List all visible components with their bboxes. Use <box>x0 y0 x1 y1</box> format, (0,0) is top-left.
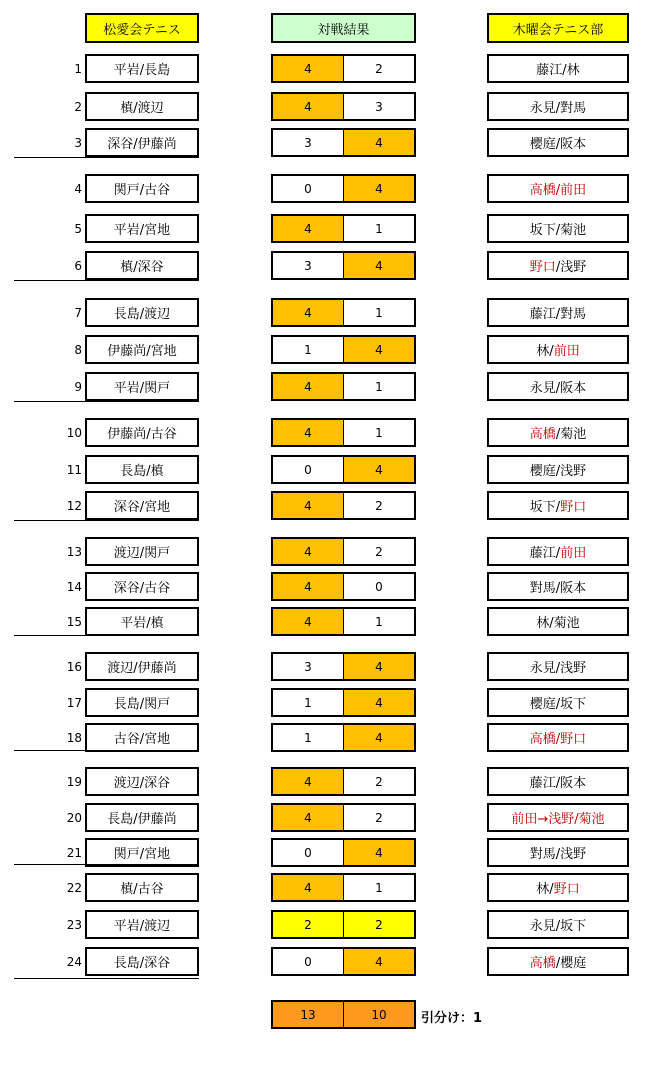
away-score: 4 <box>343 949 414 974</box>
away-pair-segment: 永見/對馬 <box>529 101 587 116</box>
home-pair <box>85 652 199 681</box>
away-pair <box>487 455 629 484</box>
home-pair-label: 長島/槙 <box>120 464 164 479</box>
home-pair <box>85 214 199 243</box>
home-pair <box>85 838 199 867</box>
home-score: 4 <box>273 875 343 900</box>
away-score: 1 <box>343 374 414 399</box>
match-score <box>271 803 416 832</box>
away-pair-segment: /浅野 <box>555 260 587 275</box>
home-pair <box>85 803 199 832</box>
home-score: 4 <box>273 420 343 445</box>
match-score <box>271 455 416 484</box>
away-pair-segment: 永見/阪本 <box>529 381 587 396</box>
round-separator <box>14 864 199 865</box>
away-score: 0 <box>343 574 414 599</box>
home-pair-label: 渡辺/深谷 <box>113 776 171 791</box>
home-pair <box>85 688 199 717</box>
home-pair <box>85 54 199 83</box>
away-pair-segment: 對馬/阪本 <box>529 581 587 596</box>
match-number: 1 <box>74 62 82 76</box>
home-pair <box>85 947 199 976</box>
away-score: 2 <box>343 539 414 564</box>
away-pair-segment: 藤江/ <box>529 546 561 561</box>
home-score: 4 <box>273 56 343 81</box>
away-pair <box>487 298 629 327</box>
match-number: 11 <box>66 463 82 477</box>
home-score: 4 <box>273 94 343 119</box>
match-number: 7 <box>74 306 82 320</box>
away-score: 4 <box>343 690 414 715</box>
match-number: 17 <box>66 696 82 710</box>
away-score: 2 <box>343 493 414 518</box>
match-score <box>271 537 416 566</box>
match-number: 5 <box>74 222 82 236</box>
away-pair <box>487 174 629 203</box>
header-result <box>271 13 416 43</box>
match-score <box>271 214 416 243</box>
home-score: 4 <box>273 374 343 399</box>
home-score: 0 <box>304 845 312 860</box>
home-pair <box>85 537 199 566</box>
home-pair <box>85 251 199 280</box>
home-pair-label: 長島/深谷 <box>113 956 171 971</box>
home-score: 4 <box>273 805 343 830</box>
away-pair-segment: 櫻庭/坂下 <box>529 697 587 712</box>
match-score <box>271 418 416 447</box>
away-score: 2 <box>343 56 414 81</box>
home-pair <box>85 572 199 601</box>
away-score: 4 <box>343 725 414 750</box>
away-pair <box>487 214 629 243</box>
away-pair-segment: 前田→浅野/菊池 <box>511 812 605 827</box>
match-number: 3 <box>74 136 82 150</box>
home-pair <box>85 335 199 364</box>
header-left-team <box>85 13 199 43</box>
home-pair <box>85 174 199 203</box>
away-pair <box>487 947 629 976</box>
home-pair-label: 長島/関戸 <box>113 697 171 712</box>
away-pair <box>487 537 629 566</box>
match-number: 19 <box>66 775 82 789</box>
home-pair-label: 深谷/古谷 <box>113 581 171 596</box>
away-pair <box>487 607 629 636</box>
match-score <box>271 723 416 752</box>
away-pair-segment: 高橋 <box>529 427 556 442</box>
away-score: 3 <box>343 94 414 119</box>
home-pair <box>85 767 199 796</box>
away-score: 4 <box>343 337 414 362</box>
away-pair-segment: 對馬/浅野 <box>529 847 587 862</box>
away-pair-segment: 藤江/林 <box>536 63 580 78</box>
away-pair-segment: 野口 <box>560 500 587 515</box>
round-separator <box>14 750 199 751</box>
header-right-label: 木曜会テニス部 <box>512 22 604 38</box>
away-score: 4 <box>343 176 414 201</box>
away-pair <box>487 335 629 364</box>
home-score: 2 <box>273 912 343 937</box>
away-pair <box>487 491 629 520</box>
match-number: 4 <box>74 182 82 196</box>
draws-summary: 引分け：1 <box>421 1011 483 1026</box>
match-number: 10 <box>66 426 82 440</box>
away-pair <box>487 652 629 681</box>
home-pair-label: 深谷/伊藤尚 <box>107 137 177 152</box>
away-pair-segment: 櫻庭/阪本 <box>529 137 587 152</box>
away-pair <box>487 54 629 83</box>
match-number: 24 <box>66 955 82 969</box>
round-separator <box>14 978 199 979</box>
away-pair-segment: 坂下/ <box>529 500 561 515</box>
away-pair-segment: 林/ <box>536 882 554 897</box>
home-score: 3 <box>304 258 312 273</box>
home-score: 0 <box>304 954 312 969</box>
total-left: 13 <box>273 1002 343 1027</box>
header-result-label: 対戦結果 <box>317 22 370 38</box>
home-score: 3 <box>304 135 312 150</box>
match-number: 23 <box>66 918 82 932</box>
match-score <box>271 572 416 601</box>
match-number: 16 <box>66 660 82 674</box>
home-pair <box>85 418 199 447</box>
match-number: 13 <box>66 545 82 559</box>
home-pair-label: 槙/深谷 <box>120 260 164 275</box>
away-pair-segment: 藤江/對馬 <box>529 307 587 322</box>
match-number: 20 <box>66 811 82 825</box>
away-pair <box>487 838 629 867</box>
home-pair-label: 平岩/関戸 <box>113 381 171 396</box>
match-number: 18 <box>66 731 82 745</box>
home-score: 4 <box>273 574 343 599</box>
away-pair <box>487 372 629 401</box>
match-number: 9 <box>74 380 82 394</box>
home-pair-label: 槙/渡辺 <box>120 101 164 116</box>
home-score: 0 <box>304 462 312 477</box>
home-pair-label: 槙/古谷 <box>120 882 164 897</box>
home-pair-label: 平岩/宮地 <box>113 223 171 238</box>
home-pair-label: 平岩/長島 <box>113 63 171 78</box>
home-pair <box>85 910 199 939</box>
match-score <box>271 298 416 327</box>
away-pair <box>487 688 629 717</box>
away-score: 2 <box>343 912 414 937</box>
away-pair-segment: /櫻庭 <box>555 956 587 971</box>
away-pair <box>487 873 629 902</box>
home-pair <box>85 92 199 121</box>
match-number: 15 <box>66 615 82 629</box>
away-pair <box>487 418 629 447</box>
home-score: 4 <box>273 539 343 564</box>
home-pair <box>85 607 199 636</box>
match-score <box>271 335 416 364</box>
home-pair <box>85 298 199 327</box>
away-pair-segment: 永見/坂下 <box>529 919 587 934</box>
match-score <box>271 174 416 203</box>
match-score <box>271 607 416 636</box>
away-pair <box>487 92 629 121</box>
home-pair-label: 平岩/槙 <box>120 616 164 631</box>
round-separator <box>14 280 199 281</box>
away-pair-segment: /菊池 <box>555 427 587 442</box>
round-separator <box>14 401 199 402</box>
match-score <box>271 652 416 681</box>
away-score: 1 <box>343 300 414 325</box>
match-number: 2 <box>74 100 82 114</box>
match-number: 21 <box>66 846 82 860</box>
away-pair-segment: 林/菊池 <box>536 616 580 631</box>
home-pair-label: 渡辺/関戸 <box>113 546 171 561</box>
home-score: 4 <box>273 216 343 241</box>
match-score <box>271 838 416 867</box>
away-score: 4 <box>343 457 414 482</box>
away-pair-segment: 前田 <box>560 546 587 561</box>
away-score: 4 <box>343 840 414 865</box>
match-number: 14 <box>66 580 82 594</box>
away-score: 4 <box>343 654 414 679</box>
away-score: 1 <box>343 609 414 634</box>
away-score: 4 <box>343 253 414 278</box>
home-pair-label: 伊藤尚/古谷 <box>107 427 177 442</box>
away-score: 1 <box>343 420 414 445</box>
match-number: 8 <box>74 343 82 357</box>
home-pair <box>85 723 199 752</box>
away-pair-segment: 林/ <box>536 344 554 359</box>
match-score <box>271 54 416 83</box>
match-score <box>271 947 416 976</box>
match-score <box>271 910 416 939</box>
round-separator <box>14 520 199 521</box>
away-pair <box>487 803 629 832</box>
home-pair-label: 平岩/渡辺 <box>113 919 171 934</box>
away-pair-segment: 野口 <box>553 882 580 897</box>
home-score: 1 <box>304 730 312 745</box>
round-separator <box>14 157 199 158</box>
away-pair-segment: 坂下/菊池 <box>529 223 587 238</box>
match-number: 22 <box>66 881 82 895</box>
home-score: 1 <box>304 695 312 710</box>
home-score: 4 <box>273 493 343 518</box>
total-right: 10 <box>343 1002 414 1027</box>
away-score: 4 <box>343 130 414 155</box>
match-score <box>271 251 416 280</box>
away-pair <box>487 128 629 157</box>
away-pair-segment: 櫻庭/浅野 <box>529 464 587 479</box>
away-pair <box>487 572 629 601</box>
home-pair <box>85 491 199 520</box>
home-pair-label: 関戸/古谷 <box>113 183 171 198</box>
home-score: 4 <box>273 769 343 794</box>
match-score <box>271 873 416 902</box>
match-score <box>271 688 416 717</box>
home-score: 4 <box>273 609 343 634</box>
match-number: 6 <box>74 259 82 273</box>
match-score <box>271 767 416 796</box>
away-pair <box>487 910 629 939</box>
match-number: 12 <box>66 499 82 513</box>
total-score <box>271 1000 416 1029</box>
away-pair-segment: 高橋/前田 <box>529 183 587 198</box>
away-pair <box>487 723 629 752</box>
away-score: 2 <box>343 769 414 794</box>
home-pair-label: 関戸/宮地 <box>113 847 171 862</box>
home-score: 4 <box>273 300 343 325</box>
home-pair <box>85 128 199 157</box>
home-score: 3 <box>304 659 312 674</box>
home-score: 0 <box>304 181 312 196</box>
away-pair-segment: 高橋/野口 <box>529 732 587 747</box>
round-separator <box>14 635 199 636</box>
away-score: 1 <box>343 216 414 241</box>
home-score: 1 <box>304 342 312 357</box>
away-score: 2 <box>343 805 414 830</box>
away-pair <box>487 767 629 796</box>
away-pair <box>487 251 629 280</box>
away-pair-segment: 藤江/阪本 <box>529 776 587 791</box>
away-score: 1 <box>343 875 414 900</box>
match-score <box>271 128 416 157</box>
home-pair-label: 深谷/宮地 <box>113 500 171 515</box>
away-pair-segment: 野口 <box>529 260 556 275</box>
away-pair-segment: 高橋 <box>529 956 556 971</box>
home-pair-label: 渡辺/伊藤尚 <box>107 661 177 676</box>
match-score <box>271 92 416 121</box>
home-pair <box>85 873 199 902</box>
home-pair <box>85 455 199 484</box>
match-score <box>271 372 416 401</box>
match-score <box>271 491 416 520</box>
home-pair-label: 伊藤尚/宮地 <box>107 344 177 359</box>
header-right-team <box>487 13 629 43</box>
home-pair-label: 古谷/宮地 <box>113 732 171 747</box>
header-left-label: 松愛会テニス <box>103 22 181 38</box>
home-pair-label: 長島/伊藤尚 <box>107 812 177 827</box>
away-pair-segment: 永見/浅野 <box>529 661 587 676</box>
home-pair <box>85 372 199 401</box>
away-pair-segment: 前田 <box>553 344 580 359</box>
home-pair-label: 長島/渡辺 <box>113 307 171 322</box>
